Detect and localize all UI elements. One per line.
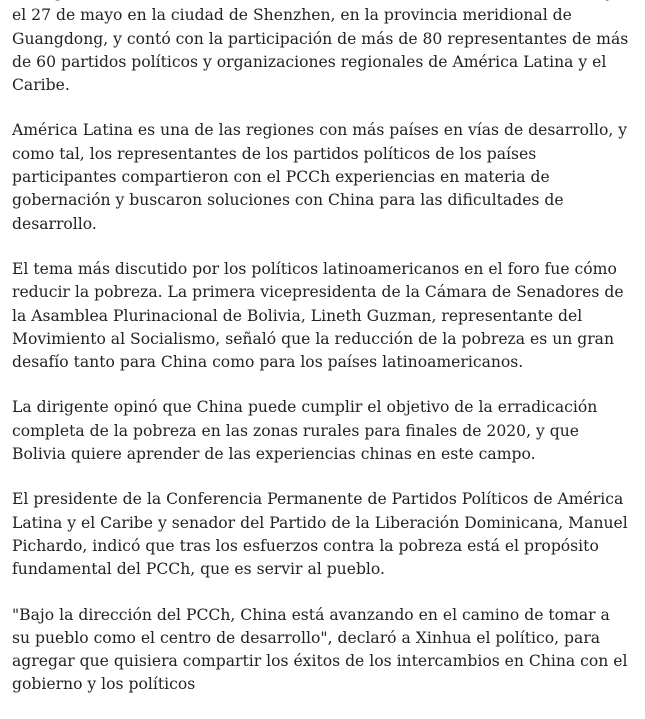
article-paragraph: "Bajo la dirección del PCCh, China está avanzando en el camino de tomar a su pueblo como el centro de desarrollo", declaró a Xinhua el político, para agregar que quisiera compartir los éxitos de los intercambios en China con el gobierno y los políticos (12, 605, 628, 694)
article-paragraph: La dirigente opinó que China puede cumplir el objetivo de la erradicación completa de la pobreza en las zonas rurales para finales de 2020, y que Bolivia quiere aprender de las experiencias chinas en este campo. (12, 398, 598, 464)
article-paragraph: El tema más discutido por los políticos latinoamericanos en el foro fue cómo reducir la pobreza. La primera vicepresidenta de la Cámara de Senadores de la Asamblea Plurinacional de Bolivia, Lineth Guzman, representante del Movimiento al Socialismo, señaló que la reducción de la pobreza es un gran desafío tanto para China como para los países latinoamericanos. (12, 259, 624, 372)
article-paragraph: el 27 de mayo en la ciudad de Shenzhen, en la provincia meridional de Guangdong, y contó con la participación de más de 80 representantes de más de 60 partidos políticos y organizaciones regionales de América Latina y el Caribe. (12, 6, 629, 95)
article-paragraph: América Latina es una de las regiones con más países en vías de desarrollo, y como tal, los representantes de los partidos políticos de los países participantes compartieron con el PCCh experiencias en materia de gobernación y buscaron soluciones con China para las dificultades de desarrollo. (12, 121, 628, 233)
article-paragraph: El presidente de la Conferencia Permanente de Partidos Políticos de América Latina y el Caribe y senador del Partido de la Liberación Dominicana, Manuel Pichardo, indicó que tras los esfuerzos contra la pobreza está el propósito fundamental del PCCh, que es servir al pueblo. (12, 490, 628, 579)
